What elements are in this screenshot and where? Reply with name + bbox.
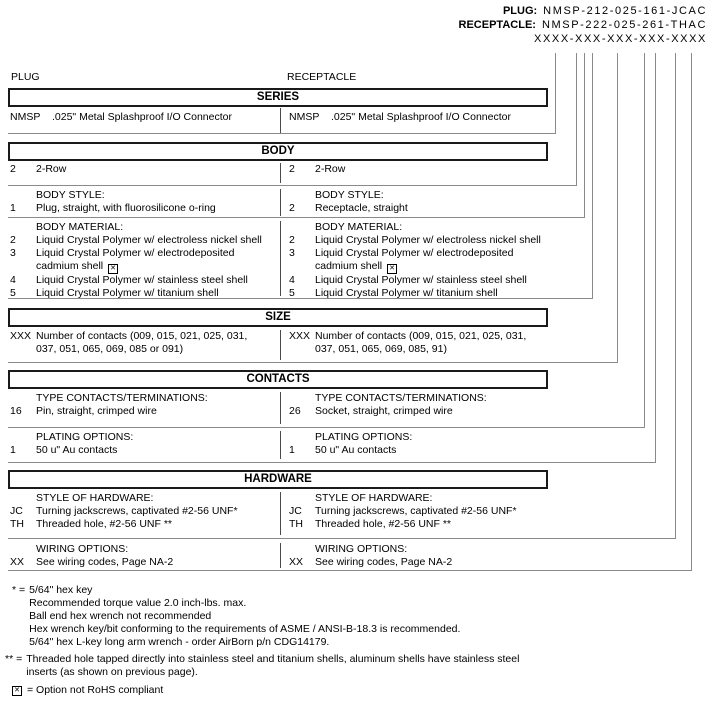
body-row-subsection: [8, 163, 556, 183]
material-text: Liquid Crystal Polymer w/ titanium shell: [315, 287, 498, 299]
contact-type-left-code: 16: [10, 405, 22, 417]
rule-row: [8, 185, 577, 186]
wiring-subsection: [8, 543, 556, 568]
plating-right-code: 1: [289, 444, 295, 456]
series-right-text: .025" Metal Splashproof I/O Connector: [331, 111, 511, 123]
body-row-left-text: 2-Row: [36, 163, 67, 175]
body-row-right: [280, 163, 556, 183]
plug-part-number-label: PLUG:: [502, 5, 538, 17]
footnote-line: Recommended torque value 2.0 inch-lbs. max.: [29, 597, 247, 609]
size-right-line1: Number of contacts (009, 015, 021, 025, 031,: [315, 330, 527, 342]
size-section-title: SIZE: [8, 308, 548, 327]
connector-line-wiring: [691, 53, 692, 570]
material-code: 2: [10, 234, 16, 246]
size-left: [8, 330, 280, 360]
wiring-right-code: XX: [289, 556, 304, 568]
contact-type-subsection: [8, 392, 556, 424]
body-style-left-code: 1: [10, 202, 16, 214]
hardware-th-code: TH: [10, 518, 24, 530]
rule-size: [8, 362, 618, 363]
connector-line-contact-type: [644, 53, 645, 427]
hardware-jc-text: Turning jackscrews, captivated #2-56 UNF*: [36, 505, 238, 517]
series-left-code: NMSP: [10, 111, 41, 123]
receptacle-part-number-row: [459, 18, 707, 32]
connector-line-row: [576, 53, 577, 185]
hardware-style-left: [8, 492, 280, 535]
wiring-left: [8, 543, 280, 568]
part-number-block: [459, 4, 707, 46]
footnote-line: Threaded hole tapped directly into stainless steel and titanium shells, aluminum shells have stainless steel: [26, 653, 520, 665]
hardware-jc-code: JC: [289, 505, 302, 517]
body-material-left-label: BODY MATERIAL:: [36, 221, 124, 233]
footnote-star-lines: [29, 584, 460, 649]
rule-plating: [8, 462, 656, 463]
body-material-right: [280, 221, 556, 299]
rule-series: [8, 133, 556, 134]
plating-left-label: PLATING OPTIONS:: [36, 431, 134, 443]
plating-subsection: [8, 431, 556, 459]
not-rohs-icon: ✕: [12, 686, 22, 696]
not-rohs-icon: ✕: [387, 264, 397, 274]
connector-line-hardware-style: [675, 53, 676, 538]
hardware-th-text: Threaded hole, #2-56 UNF **: [36, 518, 172, 530]
material-code: 5: [10, 287, 16, 299]
footnote-star: [12, 584, 460, 649]
material-text: Liquid Crystal Polymer w/ electroless nickel shell: [36, 234, 262, 246]
footnote-double-star-lines: [26, 653, 519, 679]
receptacle-part-number-value: NMSP-222-025-261-THAC: [541, 19, 707, 31]
body-material-right-label: BODY MATERIAL:: [315, 221, 403, 233]
size-left-text: [36, 330, 280, 356]
body-style-left-text: Plug, straight, with fluorosilicone o-ring: [36, 202, 216, 214]
part-number-mask: XXXX-XXX-XXX-XXX-XXXX: [534, 33, 707, 45]
footnote-double-star: [5, 653, 519, 679]
hardware-jc-text: Turning jackscrews, captivated #2-56 UNF*: [315, 505, 517, 517]
hardware-style-left-label: STYLE OF HARDWARE:: [36, 492, 154, 504]
contact-type-left-label: TYPE CONTACTS/TERMINATIONS:: [36, 392, 208, 404]
rule-hardware-style: [8, 538, 676, 539]
material-text: Liquid Crystal Polymer w/ titanium shell: [36, 287, 219, 299]
material-text: Liquid Crystal Polymer w/ stainless steel shell: [315, 274, 527, 286]
plating-right-label: PLATING OPTIONS:: [315, 431, 413, 443]
plug-part-number-value: NMSP-212-025-161-JCAC: [543, 5, 707, 17]
plating-right-text: 50 u" Au contacts: [315, 444, 397, 456]
wiring-right-text: See wiring codes, Page NA-2: [315, 556, 453, 568]
footnote-double-star-symbol: ** =: [5, 653, 23, 665]
footnote-star-symbol: * =: [12, 584, 26, 596]
plating-right: [280, 431, 556, 459]
connector-line-body-material: [592, 53, 593, 298]
size-right: [280, 330, 556, 360]
footnote-rohs: [12, 684, 163, 697]
contact-type-right: [280, 392, 556, 424]
material-text-wrap: [315, 260, 556, 274]
plug-column-header: PLUG: [11, 71, 40, 83]
wiring-left-label: WIRING OPTIONS:: [36, 543, 129, 555]
body-material-left: [8, 221, 280, 299]
footnote-line: inserts (as shown on previous page).: [26, 666, 198, 678]
body-style-left-label: BODY STYLE:: [36, 189, 105, 201]
body-section-title: BODY: [8, 142, 548, 161]
size-subsection: [8, 330, 556, 360]
material-code: 3: [10, 247, 16, 259]
series-right-code: NMSP: [289, 111, 320, 123]
material-code: 4: [10, 274, 16, 286]
body-style-left: [8, 189, 280, 216]
contact-type-right-code: 26: [289, 405, 301, 417]
material-code: 2: [289, 234, 295, 246]
body-row-right-code: 2: [289, 163, 295, 175]
size-left-line2: 037, 051, 065, 069, 085 or 091): [36, 343, 184, 355]
material-text-wrap: [36, 260, 280, 274]
plug-part-number-row: [459, 4, 707, 18]
footnote-line: 5/64" hex L-key long arm wrench - order AirBorn p/n CDG14179.: [29, 636, 330, 648]
contacts-section-title: CONTACTS: [8, 370, 548, 389]
plating-left-text: 50 u" Au contacts: [36, 444, 118, 456]
footnote-line: Ball end hex wrench not recommended: [29, 610, 212, 622]
plating-left-code: 1: [10, 444, 16, 456]
footnote-line: 5/64" hex key: [29, 584, 93, 596]
series-row: [8, 108, 556, 133]
material-code-spacer: [8, 260, 36, 274]
wiring-left-text: See wiring codes, Page NA-2: [36, 556, 174, 568]
material-text: Liquid Crystal Polymer w/ electrodeposited: [315, 247, 514, 259]
material-text: Liquid Crystal Polymer w/ electroless nickel shell: [315, 234, 541, 246]
column-headers: [8, 71, 556, 84]
material-text: Liquid Crystal Polymer w/ stainless steel shell: [36, 274, 248, 286]
not-rohs-icon: ✕: [108, 264, 118, 274]
wiring-right: [280, 543, 556, 568]
contact-type-left-text: Pin, straight, crimped wire: [36, 405, 157, 417]
material-text2: cadmium shell: [315, 260, 383, 272]
rule-contact-type: [8, 427, 645, 428]
footnote-rohs-text: = Option not RoHS compliant: [27, 684, 164, 696]
body-style-subsection: [8, 189, 556, 216]
size-right-line2: 037, 051, 065, 069, 085, 91): [315, 343, 447, 355]
body-style-right-code: 2: [289, 202, 295, 214]
hardware-section-title: HARDWARE: [8, 470, 548, 489]
series-section-title: SERIES: [8, 88, 548, 107]
wiring-right-label: WIRING OPTIONS:: [315, 543, 408, 555]
footnote-line: Hex wrench key/bit conforming to the requirements of ASME / ANSI-B-18.3 is recommended.: [29, 623, 461, 635]
receptacle-column-header: RECEPTACLE: [287, 71, 357, 83]
body-row-left-code: 2: [10, 163, 16, 175]
hardware-th-code: TH: [289, 518, 303, 530]
series-left-text: .025" Metal Splashproof I/O Connector: [52, 111, 232, 123]
body-row-right-text: 2-Row: [315, 163, 346, 175]
rule-body-style: [8, 217, 585, 218]
rule-wiring: [8, 570, 692, 571]
material-code: 4: [289, 274, 295, 286]
connector-line-plating: [655, 53, 656, 462]
plating-left: [8, 431, 280, 459]
hardware-style-right-label: STYLE OF HARDWARE:: [315, 492, 433, 504]
hardware-style-right: [280, 492, 556, 535]
hardware-jc-code: JC: [10, 505, 23, 517]
connector-line-size: [617, 53, 618, 362]
body-material-subsection: [8, 221, 556, 299]
contact-type-right-label: TYPE CONTACTS/TERMINATIONS:: [315, 392, 487, 404]
material-code: 3: [289, 247, 295, 259]
contact-type-right-text: Socket, straight, crimped wire: [315, 405, 453, 417]
series-left-cell: [8, 108, 280, 133]
hardware-style-subsection: [8, 492, 556, 535]
body-style-right-text: Receptacle, straight: [315, 202, 408, 214]
hardware-th-text: Threaded hole, #2-56 UNF **: [315, 518, 451, 530]
material-text: Liquid Crystal Polymer w/ electrodeposited: [36, 247, 235, 259]
contact-type-left: [8, 392, 280, 424]
body-style-right-label: BODY STYLE:: [315, 189, 384, 201]
size-right-text: [315, 330, 556, 356]
size-right-code: XXX: [289, 330, 311, 342]
connector-line-body-style: [584, 53, 585, 217]
series-right-cell: [280, 108, 556, 133]
body-style-right: [280, 189, 556, 216]
receptacle-part-number-label: RECEPTACLE:: [458, 19, 536, 31]
size-left-code: XXX: [10, 330, 32, 342]
body-row-left: [8, 163, 280, 183]
material-code: 5: [289, 287, 295, 299]
wiring-left-code: XX: [10, 556, 25, 568]
material-text2: cadmium shell: [36, 260, 104, 272]
material-code-spacer: [287, 260, 315, 274]
size-left-line1: Number of contacts (009, 015, 021, 025, 031,: [36, 330, 248, 342]
